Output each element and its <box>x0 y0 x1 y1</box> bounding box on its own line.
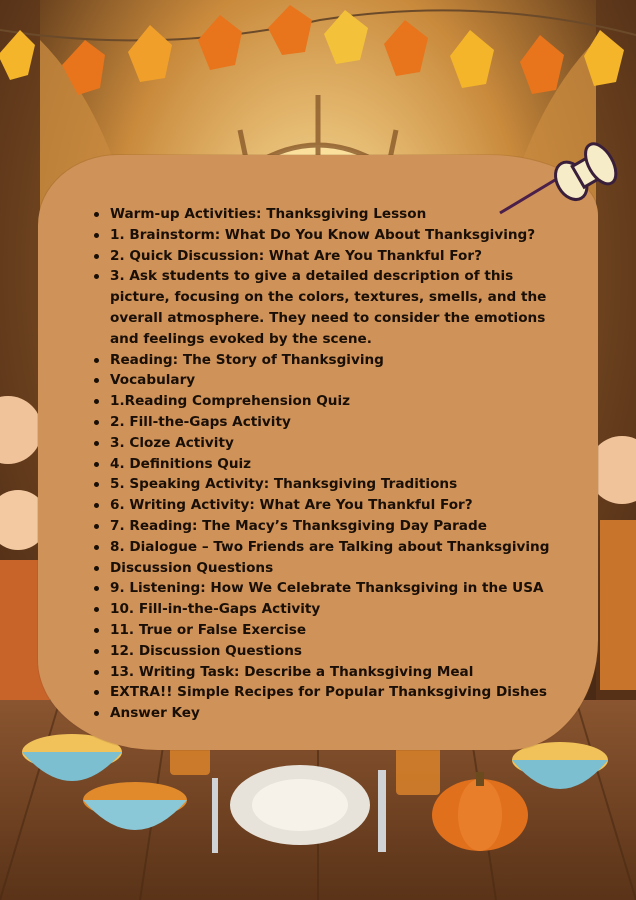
list-item: 5. Speaking Activity: Thanksgiving Traditions <box>92 474 552 495</box>
list-item: Reading: The Story of Thanksgiving <box>92 350 552 371</box>
list-item: 3. Cloze Activity <box>92 433 552 454</box>
list-item: 9. Listening: How We Celebrate Thanksgiving in the USA <box>92 578 552 599</box>
list-item: EXTRA!! Simple Recipes for Popular Thanksgiving Dishes <box>92 682 552 703</box>
knife-icon <box>378 770 386 852</box>
list-item: Discussion Questions <box>92 558 552 579</box>
list-item: 4. Definitions Quiz <box>92 454 552 475</box>
list-item: 13. Writing Task: Describe a Thanksgiving Meal <box>92 662 552 683</box>
list-item: 11. True or False Exercise <box>92 620 552 641</box>
list-item: Warm-up Activities: Thanksgiving Lesson <box>92 204 552 225</box>
list-item: 10. Fill-in-the-Gaps Activity <box>92 599 552 620</box>
list-item: 6. Writing Activity: What Are You Thankful For? <box>92 495 552 516</box>
lesson-contents-list <box>92 204 552 724</box>
list-item: Vocabulary <box>92 370 552 391</box>
list-item: 7. Reading: The Macy’s Thanksgiving Day Parade <box>92 516 552 537</box>
list-item: 2. Quick Discussion: What Are You Thankful For? <box>92 246 552 267</box>
list-item: Answer Key <box>92 703 552 724</box>
list-item: 8. Dialogue – Two Friends are Talking about Thanksgiving <box>92 537 552 558</box>
fork-icon <box>212 778 218 853</box>
list-item: 12. Discussion Questions <box>92 641 552 662</box>
list-item: 2. Fill-the-Gaps Activity <box>92 412 552 433</box>
list-item: 1.Reading Comprehension Quiz <box>92 391 552 412</box>
list-item: 1. Brainstorm: What Do You Know About Thanksgiving? <box>92 225 552 246</box>
list-item: 3. Ask students to give a detailed description of this picture, focusing on the colors, textures, smells, and the overall atmosphere. They need to consider the emotions and feelings evoked by the scene. <box>92 266 552 349</box>
